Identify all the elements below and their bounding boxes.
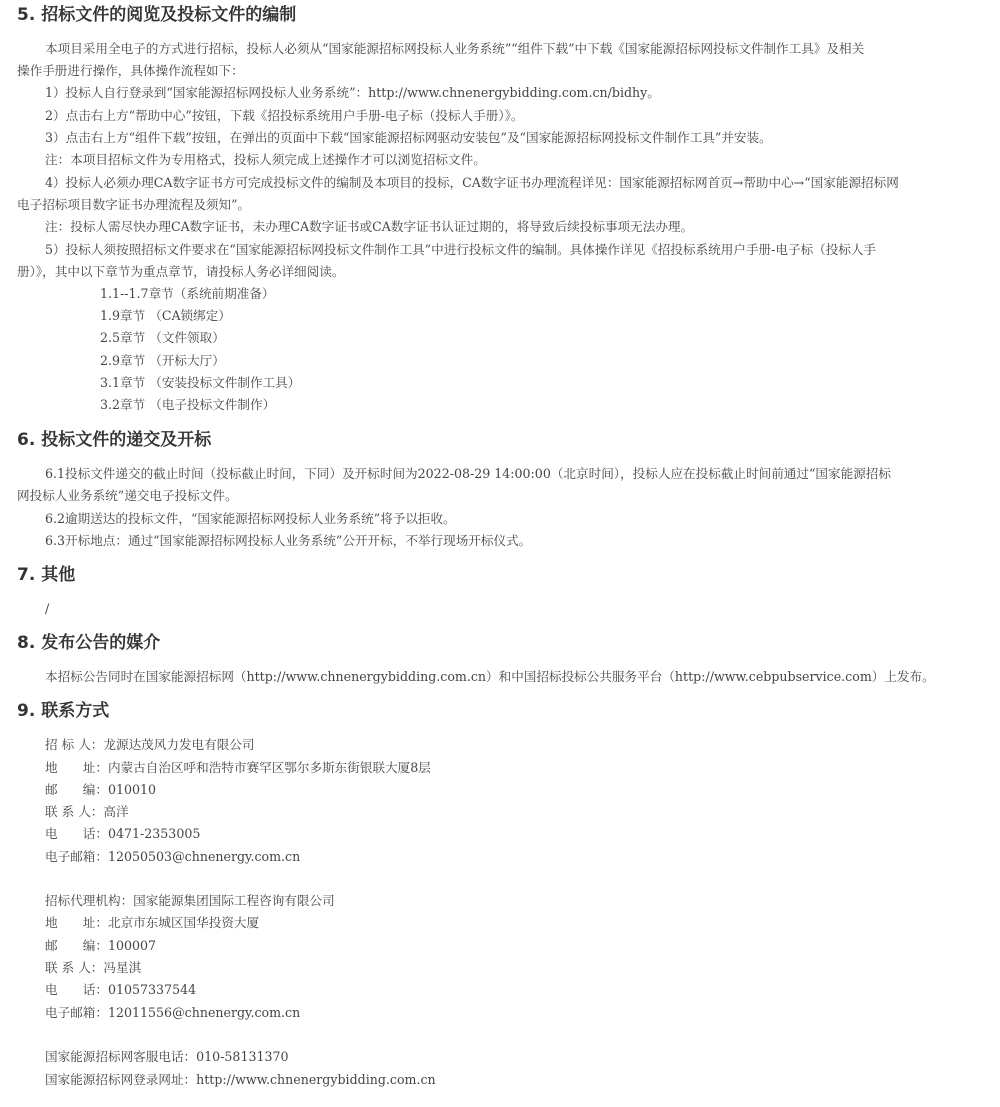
- field-label: 招 标 人：: [45, 737, 104, 752]
- step-item: 2）点击右上方“帮助中心”按钮，下载《招投标系统用户手册-电子标（投标人手册）》。: [45, 108, 524, 123]
- field-value: 龙源达茂风力发电有限公司: [103, 737, 255, 752]
- field-label: 地 址：: [45, 760, 108, 775]
- paragraph: 6.2逾期送达的投标文件，“国家能源招标网投标人业务系统”将予以拒收。: [45, 511, 456, 526]
- field-label: 电子邮箱：: [45, 1005, 108, 1020]
- field-label: 联 系 人：: [45, 960, 104, 975]
- paragraph: /: [45, 601, 50, 616]
- chapter-item: 1.9章节 （CA锁绑定）: [100, 308, 231, 323]
- field-label: 地 址：: [45, 915, 108, 930]
- field-value: 内蒙古自治区呼和浩特市赛罕区鄂尔多斯东街银联大厦8层: [107, 760, 431, 775]
- tenderer-name-row: [45, 734, 255, 756]
- note: 注：投标人需尽快办理CA数字证书，未办理CA数字证书或CA数字证书认证过期的，将导致后续投标事项无法办理。: [45, 219, 694, 234]
- step-item: 册）》，其中以下章节为重点章节，请投标人务必详细阅读。: [17, 264, 345, 279]
- paragraph: 操作手册进行操作，具体操作流程如下：: [17, 63, 244, 78]
- agency-contact-row: [45, 957, 141, 979]
- section-heading: 9. 联系方式: [17, 701, 110, 721]
- chapter-item: 3.2章节 （电子投标文件制作）: [100, 397, 276, 412]
- section-heading: 5. 招标文件的阅览及投标文件的编制: [17, 5, 297, 25]
- chapter-item: 3.1章节 （安装投标文件制作工具）: [100, 375, 301, 390]
- agency-zip-row: [45, 935, 156, 957]
- field-label: 招标代理机构：: [45, 893, 134, 908]
- tenderer-phone-row: [45, 823, 200, 845]
- field-label: 邮 编：: [45, 782, 108, 797]
- step-item: 1）投标人自行登录到“国家能源招标网投标人业务系统”：http://www.chnenergybidding.com.cn/bidhy。: [45, 85, 660, 100]
- step-item: 3）点击右上方“组件下载”按钮，在弹出的页面中下载“国家能源招标网驱动安装包”及“国家能源招标网投标文件制作工具”并安装。: [45, 130, 772, 145]
- tenderer-contact-row: [45, 801, 129, 823]
- field-label: 邮 编：: [45, 938, 108, 953]
- login-url: 国家能源招标网登录网址：http://www.chnenergybidding.com.cn: [45, 1072, 436, 1087]
- section-heading: 6. 投标文件的递交及开标: [17, 430, 212, 450]
- field-value: 北京市东城区国华投资大厦: [107, 915, 260, 930]
- agency-phone-row: [45, 979, 196, 1001]
- section-heading: 7. 其他: [17, 565, 76, 585]
- tenderer-address-row: [45, 757, 431, 779]
- tenderer-zip-row: [45, 779, 156, 801]
- field-value: 010010: [107, 782, 157, 797]
- field-value: 高洋: [103, 804, 129, 819]
- chapter-item: 2.9章节 （开标大厅）: [100, 353, 225, 368]
- field-value: 12011556@chnenergy.com.cn: [107, 1005, 301, 1020]
- field-value: 100007: [107, 938, 157, 953]
- field-label: 电子邮箱：: [45, 849, 108, 864]
- field-value: 0471-2353005: [107, 826, 201, 841]
- field-value: 冯星淇: [103, 960, 142, 975]
- service-phone: 国家能源招标网客服电话：010-58131370: [45, 1049, 289, 1064]
- note: 注：本项目招标文件为专用格式，投标人须完成上述操作才可以浏览招标文件。: [45, 152, 486, 167]
- field-label: 电 话：: [45, 982, 108, 997]
- section-heading: 8. 发布公告的媒介: [17, 633, 161, 653]
- field-value: 01057337544: [107, 982, 197, 997]
- agency-name-row: [45, 890, 335, 912]
- step-item: 电子招标项目数字证书办理流程及须知”。: [17, 197, 251, 212]
- paragraph: 网投标人业务系统”递交电子投标文件。: [17, 488, 238, 503]
- paragraph: 本招标公告同时在国家能源招标网（http://www.chnenergybidding.com.cn）和中国招标投标公共服务平台（http://www.cebpubservice.com）上发布。: [45, 669, 935, 684]
- paragraph: 6.3开标地点：通过“国家能源招标网投标人业务系统”公开开标，不举行现场开标仪式。: [45, 533, 532, 548]
- step-item: 5）投标人须按照招标文件要求在“国家能源招标网投标文件制作工具”中进行投标文件的编制。具体操作详见《招投标系统用户手册-电子标（投标人手: [45, 242, 877, 257]
- paragraph: 6.1投标文件递交的截止时间（投标截止时间，下同）及开标时间为2022-08-29 14:00:00（北京时间），投标人应在投标截止时间前通过“国家能源招标: [45, 466, 891, 481]
- paragraph: 本项目采用全电子的方式进行招标，投标人必须从“国家能源招标网投标人业务系统”“组件下载”中下载《国家能源招标网投标文件制作工具》及相关: [45, 41, 865, 56]
- agency-email-row: [45, 1002, 300, 1024]
- field-value: 12050503@chnenergy.com.cn: [107, 849, 301, 864]
- field-label: 电 话：: [45, 826, 108, 841]
- field-value: 国家能源集团国际工程咨询有限公司: [133, 893, 335, 908]
- agency-address-row: [45, 912, 259, 934]
- tenderer-email-row: [45, 846, 300, 868]
- step-item: 4）投标人必须办理CA数字证书方可完成投标文件的编制及本项目的投标，CA数字证书办理流程详见：国家能源招标网首页→帮助中心→“国家能源招标网: [45, 175, 899, 190]
- chapter-item: 2.5章节 （文件领取）: [100, 330, 225, 345]
- chapter-item: 1.1--1.7章节（系统前期准备）: [100, 286, 275, 301]
- field-label: 联 系 人：: [45, 804, 104, 819]
